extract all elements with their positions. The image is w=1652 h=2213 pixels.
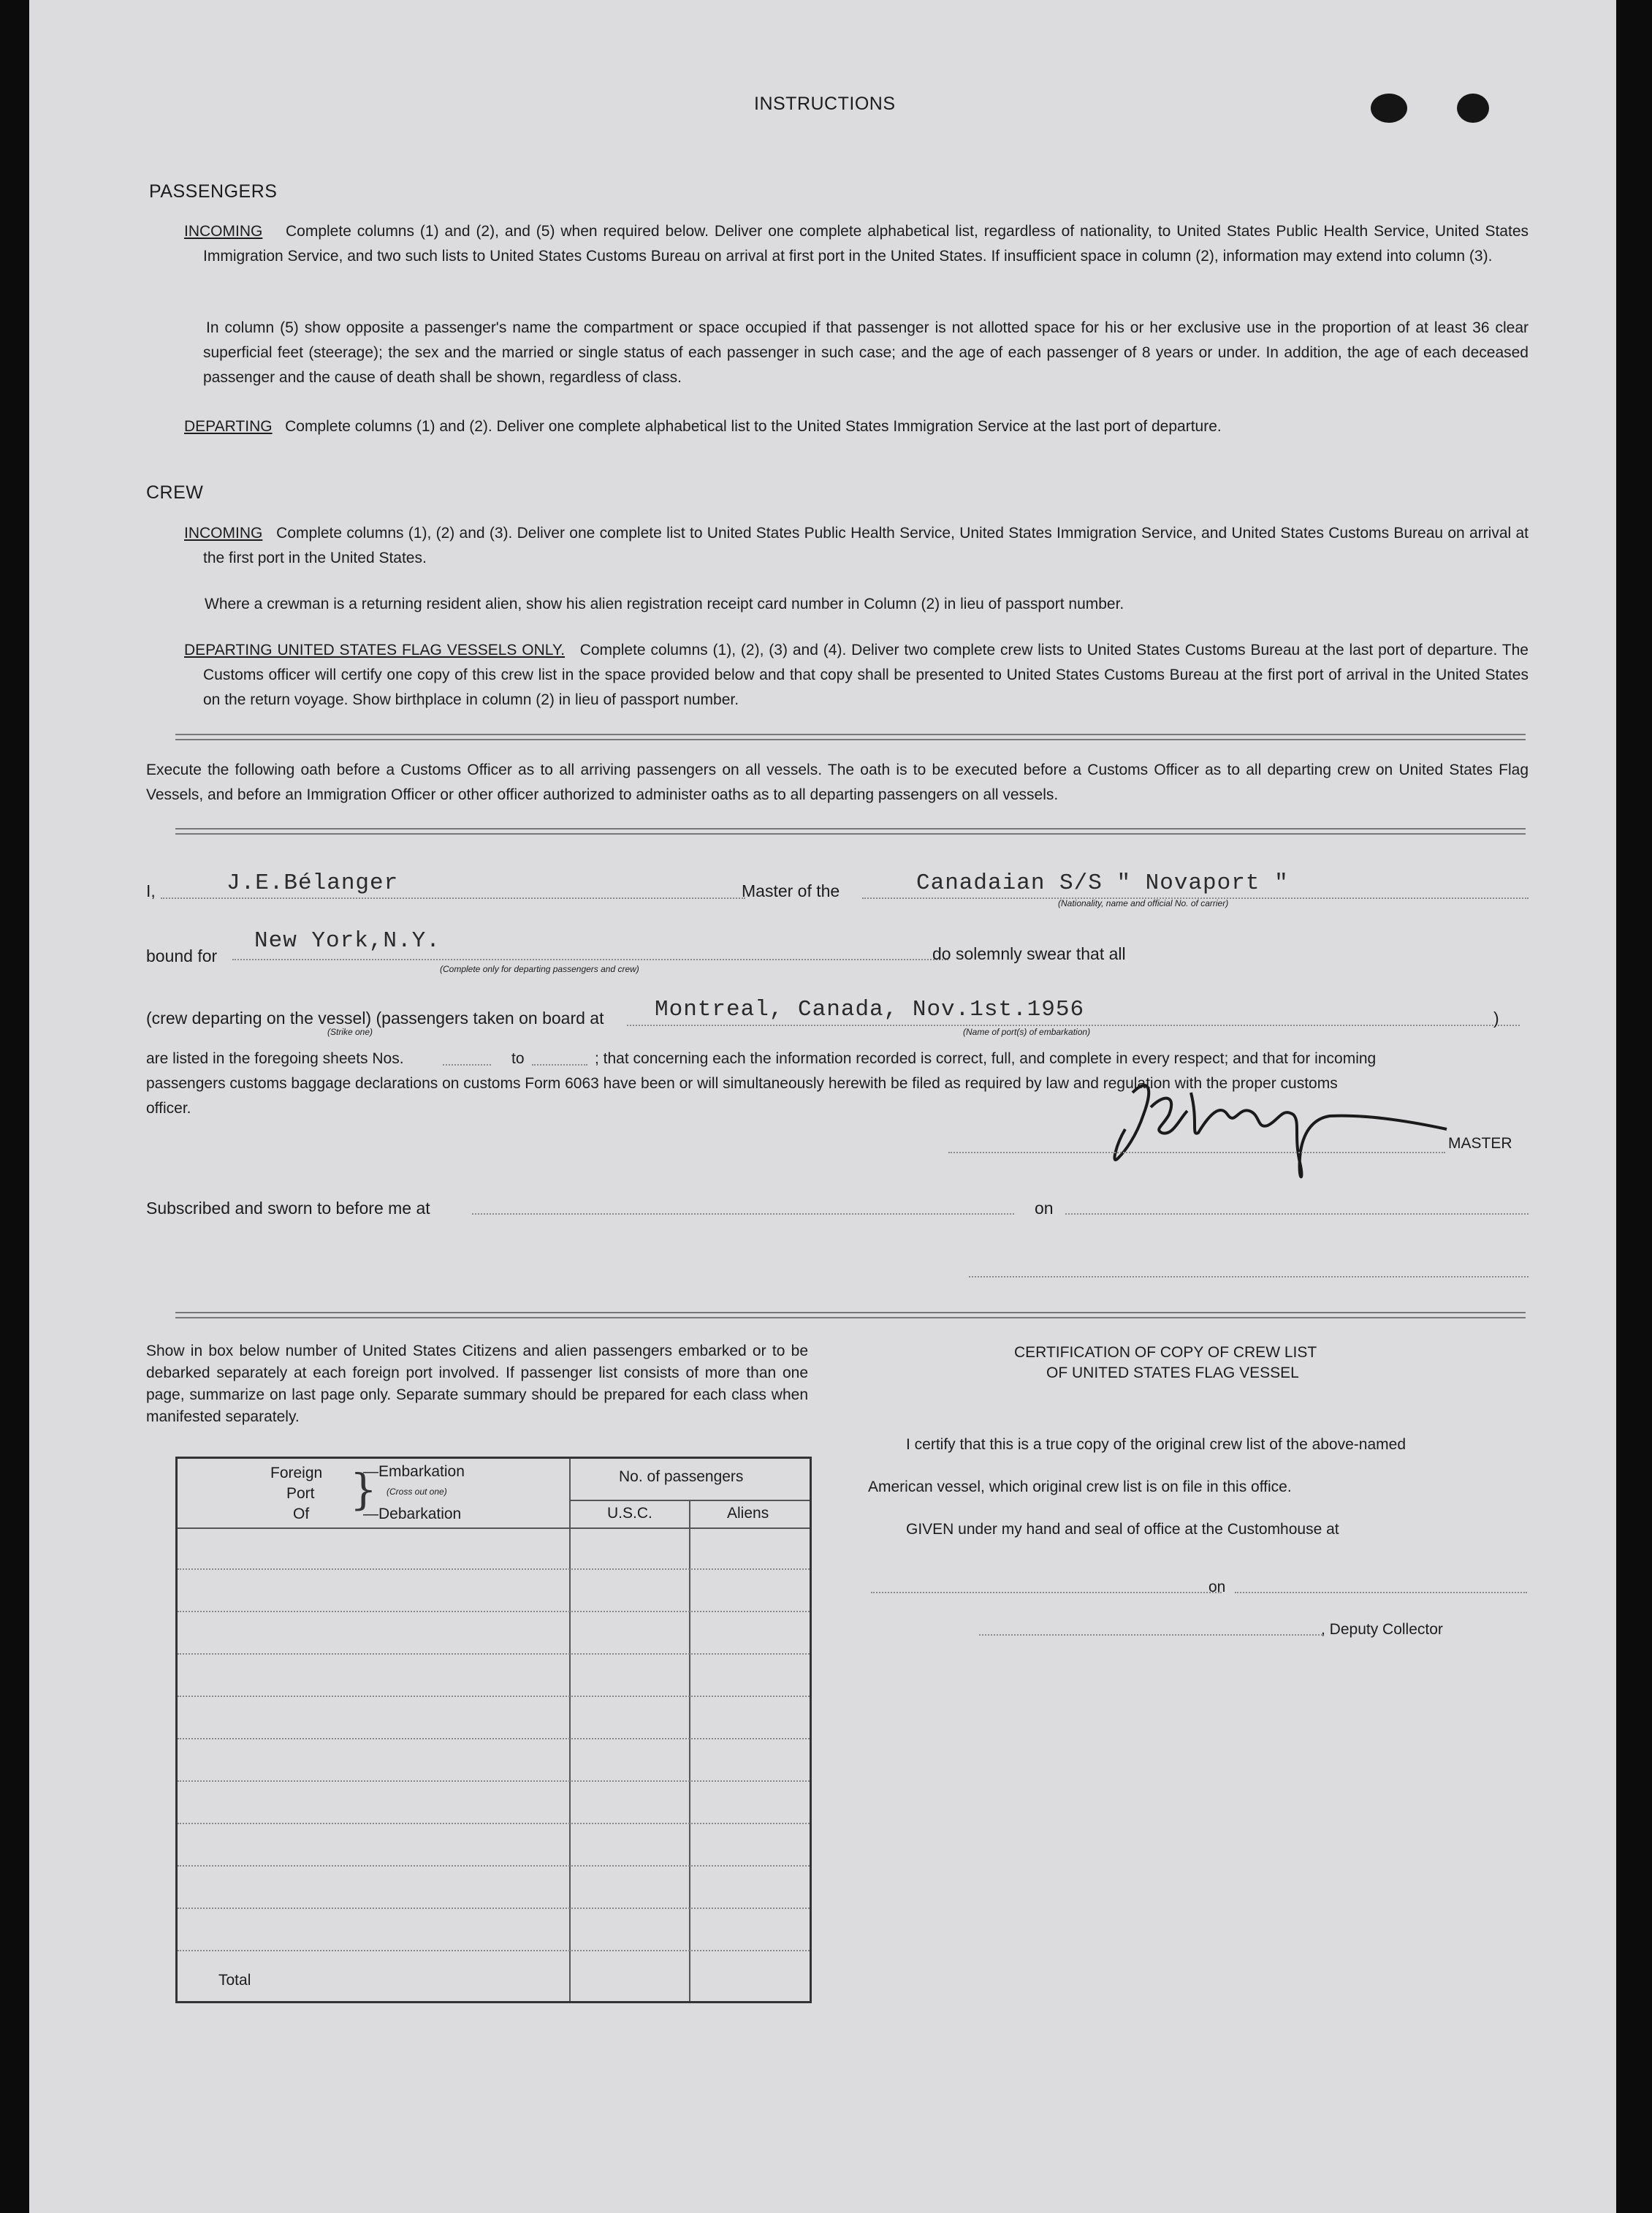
table-row	[178, 1568, 810, 1570]
embark-port-value: Montreal, Canada, Nov.1st.1956	[655, 997, 1085, 1022]
incoming-label: INCOMING	[184, 223, 263, 240]
oath-intro-paragraph	[146, 758, 1529, 808]
embark-note: (Name of port(s) of embarkation)	[963, 1027, 1091, 1037]
no-passengers-header: No. of passengers	[619, 1468, 744, 1485]
table-row	[178, 1696, 810, 1697]
passengers-departing-paragraph	[184, 414, 1529, 439]
certification-line-3: GIVEN under my hand and seal of office at the Customhouse at	[906, 1521, 1339, 1538]
swear-label: do solemnly swear that all	[932, 944, 1126, 963]
table-row	[178, 1950, 810, 1951]
oath-i-label: I,	[146, 881, 156, 900]
oath-intro-text: Execute the following oath before a Customs Officer as to all arriving passengers on all vessels. The oath is to be executed before a Customs Officer as to all departing crew on United States Flag Vessels, and before an Immigration Officer or other officer authorized to administer oaths as to all departing passengers on all vessels.	[146, 762, 1529, 803]
crew-departing-paragraph	[184, 638, 1529, 713]
document-page	[29, 0, 1616, 2213]
subscribed-place-line	[472, 1213, 1014, 1215]
deputy-signature-line	[979, 1634, 1322, 1636]
header-divider	[569, 1500, 810, 1501]
subscribed-label: Subscribed and sworn to before me at	[146, 1199, 430, 1218]
sheets-from-line	[443, 1064, 491, 1066]
column-divider	[689, 1501, 690, 2001]
master-name-line	[161, 897, 745, 899]
close-paren: )	[1493, 1009, 1499, 1028]
certification-title-2: OF UNITED STATES FLAG VESSEL	[1046, 1364, 1299, 1381]
certification-line-1: I certify that this is a true copy of the original crew list of the above-named	[906, 1436, 1406, 1453]
vessel-note: (Nationality, name and official No. of carrier)	[1058, 898, 1229, 908]
column5-paragraph	[203, 316, 1529, 390]
column-divider	[569, 1459, 571, 2001]
certification-line-2: American vessel, which original crew list is on file in this office.	[868, 1479, 1292, 1495]
sheets-label: are listed in the foregoing sheets Nos.	[146, 1050, 404, 1067]
subscribed-date-line	[1065, 1213, 1529, 1215]
summary-instructions: Show in box below number of United States Citizens and alien passengers embarked or to be debarked separately at each foreign port involved. If passenger list consists of more than one page, summarize on last page only. Separate summary should be prepared for each class when manifested separately.	[146, 1343, 808, 1425]
punch-hole-mark	[1371, 94, 1407, 123]
table-row	[178, 1780, 810, 1782]
master-signature	[1081, 1063, 1461, 1188]
officer-signature-line	[969, 1276, 1529, 1278]
crew-departing-text: Complete columns (1), (2), (3) and (4). Deliver two complete crew lists to United States Customs Bureau at the last port of departure. The Customs officer will certify one copy of this crew list in the space provided below and that copy shall be presented to United States Customs Bureau at the first port of arrival in the United States on the return voyage. Show birthplace in column (2) in lieu of passport number.	[203, 642, 1529, 708]
crew-incoming-text: Complete columns (1), (2) and (3). Deliver one complete list to United States Public Health Service, United States Immigration Service, and United States Customs Bureau on arrival at the first port in the United States.	[203, 525, 1529, 566]
crew-incoming-paragraph	[184, 521, 1529, 571]
sheets-text: ; that concerning each the information recorded is correct, full, and complete in every respect; and that for incoming	[595, 1050, 1377, 1067]
master-name-value: J.E.Bélanger	[227, 870, 399, 896]
officer-text: officer.	[146, 1100, 191, 1117]
bound-for-label: bound for	[146, 946, 218, 965]
table-row	[178, 1865, 810, 1867]
header-bottom-rule	[178, 1527, 810, 1529]
table-row	[178, 1611, 810, 1612]
master-label: MASTER	[1448, 1135, 1512, 1152]
crew-resident-paragraph	[205, 592, 1529, 617]
double-rule	[175, 1312, 1526, 1318]
passengers-incoming-paragraph	[184, 219, 1529, 269]
baggage-text: passengers customs baggage declarations on customs Form 6063 have been or will simultaneously herewith be filed as required by law and regulation with the proper customs	[146, 1075, 1338, 1092]
master-of-label: Master of the	[742, 881, 840, 900]
crew-passengers-label: (crew departing on the vessel) (passengers taken on board at	[146, 1009, 604, 1028]
crew-departing-label: DEPARTING UNITED STATES FLAG VESSELS ONLY.	[184, 642, 566, 658]
cross-out-note: (Cross out one)	[387, 1487, 447, 1497]
deputy-collector-label: , Deputy Collector	[1321, 1621, 1443, 1638]
subscribed-on-label: on	[1035, 1199, 1054, 1218]
crew-resident-text: Where a crewman is a returning resident alien, show his alien registration receipt card number in Column (2) in lieu of passport number.	[205, 596, 1124, 612]
departing-label: DEPARTING	[184, 418, 273, 435]
foreign-label: Foreign	[270, 1465, 323, 1481]
embarkation-label: —Embarkation	[363, 1463, 465, 1480]
page-title: INSTRUCTIONS	[754, 94, 896, 114]
table-row	[178, 1908, 810, 1909]
incoming-text: Complete columns (1) and (2), and (5) when required below. Deliver one complete alphabetical list, regardless of nationality, to United States Public Health Service, United States Immigration Service, and two such lists to United States Customs Bureau on arrival at first port in the United States. If insufficient space in column (2), information may extend into column (3).	[203, 223, 1529, 265]
master-signature-line	[948, 1152, 1445, 1153]
strike-note: (Strike one)	[327, 1027, 373, 1037]
punch-hole-mark	[1457, 94, 1489, 123]
customhouse-line	[871, 1592, 1222, 1593]
embark-port-line	[627, 1025, 1520, 1026]
double-rule	[175, 828, 1526, 835]
bound-for-note: (Complete only for departing passengers and crew)	[440, 964, 639, 974]
port-label: Port	[286, 1485, 315, 1502]
column5-text: In column (5) show opposite a passenger's name the compartment or space occupied if that passenger is not allotted space for his or her exclusive use in the proportion of at least 36 clear superficial feet (steerage); the sex and the married or single status of each passenger in such case; and the age of each passenger of 8 years or under. In addition, the age of each deceased passenger and the cause of death shall be shown, regardless of class.	[203, 319, 1529, 386]
table-row	[178, 1738, 810, 1739]
sheets-to-label: to	[511, 1050, 525, 1067]
table-row	[178, 1823, 810, 1824]
crew-heading: CREW	[146, 482, 204, 503]
passenger-summary-box	[175, 1457, 812, 2003]
bracket-icon: }	[350, 1465, 377, 1514]
crew-incoming-label: INCOMING	[184, 525, 263, 542]
passengers-heading: PASSENGERS	[149, 181, 278, 202]
vessel-value: Canadaian S/S " Novaport "	[916, 870, 1289, 896]
sheets-to-line	[532, 1064, 587, 1066]
departing-text: Complete columns (1) and (2). Deliver one complete alphabetical list to the United States Immigration Service at the last port of departure.	[285, 418, 1222, 435]
bound-for-value: New York,N.Y.	[254, 928, 441, 954]
debarkation-label: —Debarkation	[363, 1506, 462, 1522]
certification-date-line	[1235, 1592, 1527, 1593]
double-rule	[175, 734, 1526, 740]
certification-on-label: on	[1208, 1579, 1226, 1595]
aliens-header: Aliens	[727, 1505, 769, 1522]
table-row	[178, 1653, 810, 1655]
certification-title-1: CERTIFICATION OF COPY OF CREW LIST	[1014, 1344, 1317, 1361]
of-label: Of	[293, 1506, 310, 1522]
usc-header: U.S.C.	[607, 1505, 652, 1522]
total-label: Total	[218, 1972, 251, 1989]
bound-for-line	[232, 959, 948, 960]
